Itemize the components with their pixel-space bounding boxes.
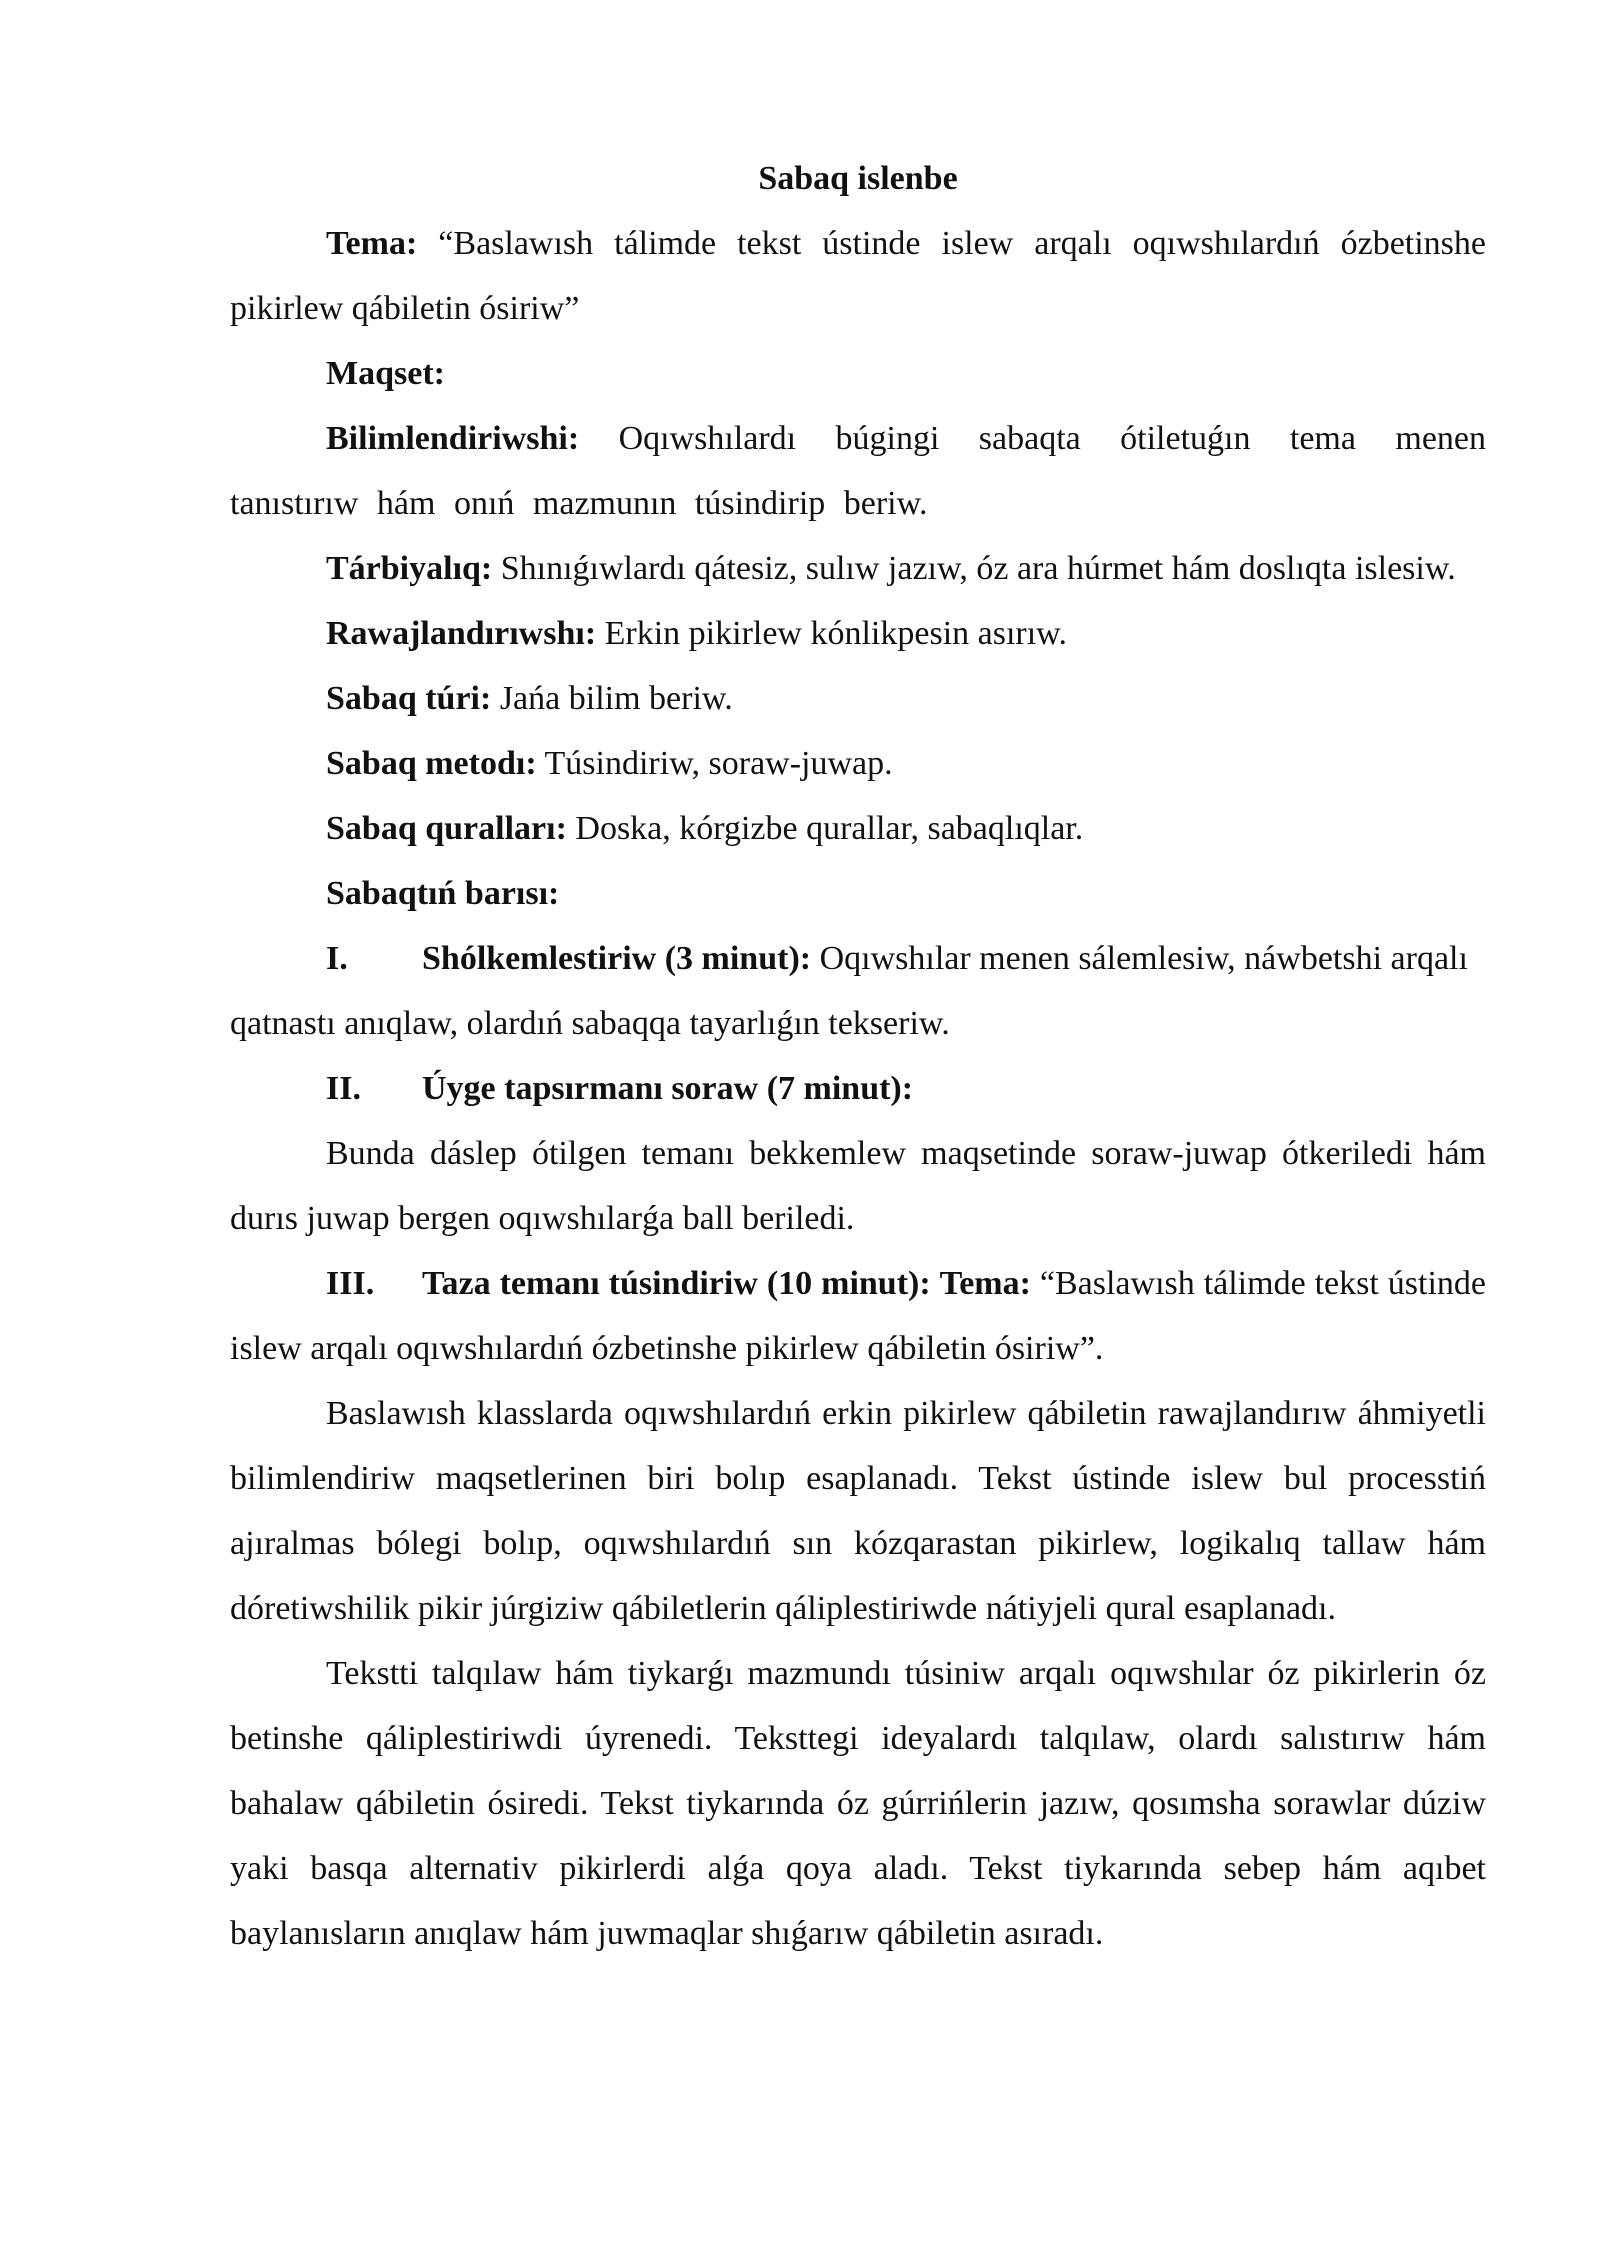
stage-1-paragraph <box>230 926 1486 1056</box>
rawajlandiriwshi-paragraph <box>230 601 1486 666</box>
stage-3-number: III. <box>326 1265 375 1302</box>
document-title: Sabaq islenbe <box>758 160 958 197</box>
document-page <box>230 146 1486 1966</box>
stage-3-text: “Baslawısh tálimde tekst ústinde islew arqalı oqıwshılardıń ózbetinshe pikirlew qábiletin ósiriw”. <box>230 1265 1486 1367</box>
stage-1-number: I. <box>326 940 348 977</box>
stage-3-heading: Taza temanı túsindiriw (10 minut): <box>422 1265 931 1302</box>
stage-2-heading-line <box>230 1056 1486 1121</box>
stage-3-paragraph <box>230 1251 1486 1381</box>
tema-label: Tema: <box>326 225 418 262</box>
tarbiyaliq-paragraph <box>230 536 1486 601</box>
stage-1-heading: Shólkemlestiriw (3 minut): <box>422 940 812 977</box>
sabaqtin-barisi-heading <box>230 861 1486 926</box>
maqset-label: Maqset: <box>326 355 445 392</box>
sabaq-metodi-label: Sabaq metodı: <box>326 745 537 782</box>
rawajlandiriwshi-text: Erkin pikirlew kónlikpesin asırıw. <box>604 615 1068 652</box>
bilimlendiriwshi-text: Oqıwshılardı búgingi sabaqta ótiletuǵın tema menen tanıstırıw hám onıń mazmunın túsindirip beriw. <box>230 420 1487 522</box>
rawajlandiriwshi-label: Rawajlandırıwshı: <box>326 615 597 652</box>
sabaq-metodi-text: Túsindiriw, soraw-juwap. <box>544 745 893 782</box>
body-paragraph-1: Baslawısh klasslarda oqıwshılardıń erkin pikirlew qábiletin rawajlandırıw áhmiyetli bilimlendiriw maqsetlerinen biri bolıp esaplanadı. Tekst ústinde islew bul processtiń ajıralmas bólegi bolıp, oqıwshılardıń sın kózqarastan pikirlew, logikalıq tallaw hám dóretiwshilik pikir júrgiziw qábiletlerin qáliplestiriwde nátiyjeli qural esaplanadı. <box>230 1395 1486 1627</box>
stage-1-text: Oqıwshılar menen sálemlesiw, náwbetshi arqalı qatnastı anıqlaw, olardıń sabaqqa tayarlıǵın tekseriw. <box>230 940 1468 1042</box>
stage-2-paragraph: Bunda dáslep ótilgen temanı bekkemlew maqsetinde soraw-juwap ótkeriledi hám durıs juwap bergen oqıwshılarǵa ball beriledi. <box>230 1135 1486 1237</box>
sabaqtin-barisi-label: Sabaqtıń barısı: <box>326 875 560 912</box>
sabaq-metodi-paragraph <box>230 731 1486 796</box>
stage-2-heading: Úyge tapsırmanı soraw (7 minut): <box>422 1070 914 1107</box>
body-paragraph-2: Tekstti talqılaw hám tiykarǵı mazmundı túsiniw arqalı oqıwshılar óz pikirlerin óz betinshe qáliplestiriwdi úyrenedi. Teksttegi ideyalardı talqılaw, olardı salıstırıw hám bahalaw qábiletin ósiredi. Tekst tiykarında óz gúrrińlerin jazıw, qosımsha sorawlar dúziw yaki basqa alternativ pikirlerdi alǵa qoya aladı. Tekst tiykarında sebep hám aqıbet baylanısların anıqlaw hám juwmaqlar shıǵarıw qábiletin asıradı. <box>230 1655 1486 1952</box>
tema-paragraph <box>230 211 1486 341</box>
stage-3-tema-label: Tema: <box>939 1265 1031 1302</box>
sabaq-quralari-text: Doska, kórgizbe qurallar, sabaqlıqlar. <box>575 810 1084 847</box>
bilimlendiriwshi-label: Bilimlendiriwshi: <box>326 420 580 457</box>
sabaq-turi-text: Jańa bilim beriw. <box>499 680 733 717</box>
tema-text: “Baslawısh tálimde tekst ústinde islew arqalı oqıwshılardıń ózbetinshe pikirlew qábiletin ósiriw” <box>230 225 1487 327</box>
sabaq-turi-label: Sabaq túri: <box>326 680 492 717</box>
sabaq-turi-paragraph <box>230 666 1486 731</box>
bilimlendiriwshi-paragraph <box>230 406 1486 536</box>
tarbiyaliq-label: Tárbiyalıq: <box>326 550 493 587</box>
sabaq-quralari-label: Sabaq quralları: <box>326 810 567 847</box>
stage-2-number: II. <box>326 1070 361 1107</box>
sabaq-quralari-paragraph <box>230 796 1486 861</box>
tarbiyaliq-text: Shınıǵıwlardı qátesiz, sulıw jazıw, óz ara húrmet hám doslıqta islesiw. <box>500 550 1456 587</box>
maqset-heading <box>230 341 1486 406</box>
